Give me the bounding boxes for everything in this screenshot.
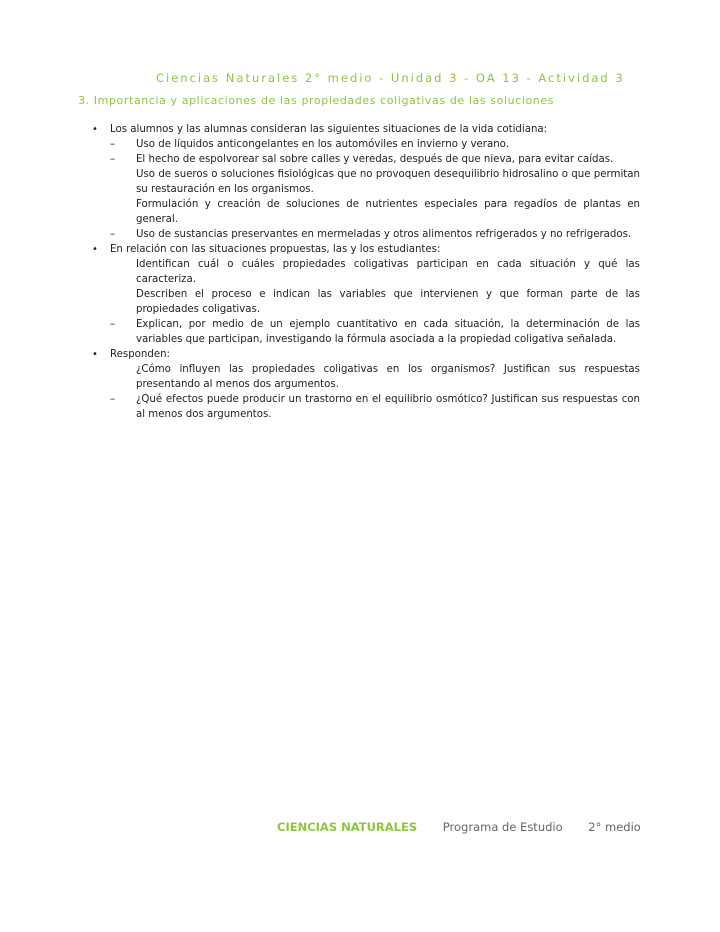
footer-subject: CIENCIAS NATURALES (277, 820, 418, 834)
activity-content (90, 122, 640, 422)
sublist (90, 257, 640, 347)
list-subitem: – Uso de sustancias preservantes en mermeladas y otros alimentos refrigerados y no refrigerados. (90, 227, 640, 242)
footer-grade: 2° medio (588, 820, 641, 834)
sublist (90, 362, 640, 422)
list-subitem: – El hecho de espolvorear sal sobre calles y veredas, después de que nieva, para evitar caídas. (90, 152, 640, 167)
list-subitem: Uso de sueros o soluciones fisiológicas que no provoquen desequilibrio hidrosalino o que permitan su restauración en los organismos. (136, 169, 640, 195)
list-subitem: Describen el proceso e indican las variables que intervienen y que forman parte de las propiedades coligativas. (136, 289, 640, 315)
footer-program: Programa de Estudio (442, 820, 563, 834)
page-footer (277, 820, 641, 834)
list-item (90, 347, 640, 362)
bullet-text: Los alumnos y las alumnas consideran las siguientes situaciones de la vida cotidiana: (110, 124, 548, 135)
bullet-text: Responden: (110, 349, 170, 360)
list-subitem: – Explican, por medio de un ejemplo cuantitativo en cada situación, la determinación de las variables que participan, investigando la fórmula asociada a la propiedad coligativa señalada. (90, 317, 640, 347)
list-item (90, 242, 640, 257)
section-subtitle: 3. Importancia y aplicaciones de las propiedades coligativas de las soluciones (78, 94, 555, 107)
bullet-text: En relación con las situaciones propuestas, las y los estudiantes: (110, 244, 441, 255)
list-subitem: – Uso de líquidos anticongelantes en los automóviles en invierno y verano. (90, 137, 640, 152)
list-subitem: Formulación y creación de soluciones de nutrientes especiales para regadíos de plantas en general. (136, 199, 640, 225)
sublist (90, 137, 640, 242)
list-subitem: ¿Cómo influyen las propiedades coligativas en los organismos? Justifican sus respuestas presentando al menos dos argumentos. (136, 364, 640, 390)
page-header-title: Ciencias Naturales 2° medio - Unidad 3 - OA 13 - Actividad 3 (156, 71, 625, 85)
list-subitem: – ¿Qué efectos puede producir un trastorno en el equilibrio osmótico? Justifican sus respuestas con al menos dos argumentos. (90, 392, 640, 422)
list-subitem: Identifican cuál o cuáles propiedades coligativas participan en cada situación y qué las caracteriza. (136, 259, 640, 285)
list-item (90, 122, 640, 137)
